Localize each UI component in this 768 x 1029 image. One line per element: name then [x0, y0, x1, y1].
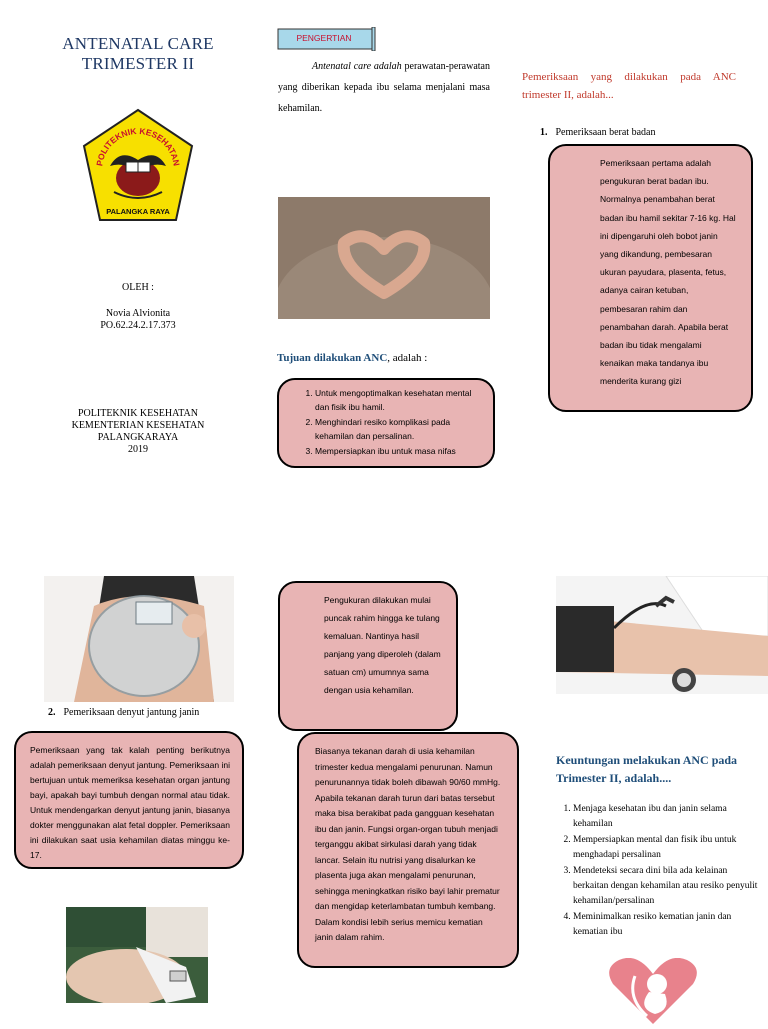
definition-rest: perawatan-perawatan yang diberikan kepada ibu selama menjalani masa kehamilan.: [278, 61, 490, 114]
benefit-item: 4. Meminimalkan resiko kematian janin dan kematian ibu: [573, 910, 759, 939]
exam-heading: Pemeriksaan yang dilakukan pada ANC trimester II, adalah...: [522, 71, 736, 101]
title-line2: TRIMESTER II: [81, 54, 195, 73]
doppler-photo: [66, 907, 208, 1003]
heartbeat-heading: [48, 707, 199, 718]
title-line1: ANTENATAL CARE: [62, 34, 214, 53]
heart-hands-photo: [278, 197, 490, 319]
purpose-item: 1. Untuk mengoptimalkan kesehatan mental dan fisik ibu hamil.: [315, 386, 485, 414]
institution-line2: KEMENTERIAN KESEHATAN: [71, 420, 205, 431]
weight-heading-num: 1.: [540, 127, 548, 138]
heartbeat-text: Pemeriksaan yang tak kalah penting berikutnya adalah pemeriksaan denyut jantung. Pemeriksaan ini bertujuan untuk memeriksa kesehatan organ jantung bayi, apakah bayi tumbuh dengan normal atau tidak. Untuk mendengarkan denyut jantung janin, biasanya dokter menggunakan alat fetal doppler. Pemeriksaan ini dilakukan saat usia kehamilan diatas minggu ke-17.: [30, 745, 230, 860]
benefit-item: 2. Mempersiapkan mental dan fisik ibu untuk menghadapi persalinan: [573, 833, 759, 862]
weight-heading: [540, 127, 655, 138]
weight-heading-text: Pemeriksaan berat badan: [555, 127, 656, 138]
purpose-heading-suffix: , adalah :: [387, 352, 428, 364]
benefit-item: 3. Mendeteksi secara dini bila ada kelainan berkaitan dengan kehamilan atau resiko penyulit kehamilan/persalinan: [573, 864, 759, 908]
heartbeat-heading-text: Pemeriksaan denyut jantung janin: [63, 707, 200, 718]
institution-line3: PALANGKARAYA: [97, 432, 179, 443]
blood-pressure-text: Biasanya tekanan darah di usia kehamilan trimester kedua mengalami penurunan. Namun penurunannya tidak boleh dibawah 90/60 mmHg. Apabila tekanan darah turun dari batas tersebut maka bisa berakibat pada gangguan kesehatan ibu dan janin. Fungsi organ-organ tubuh menjadi terganggu akibat sirkulasi darah yang tidak lancar. Selain itu nutrisi yang disalurkan ke plasenta juga akan mengalami penurunan, sehingga meningkatkan risiko bayi lahir prematur dan mengidap keterlambatan tumbuh kembang. Dalam kondisi lebih serius memicu kematian janin dalam rahim.: [315, 746, 501, 942]
institution-line1: POLITEKNIK KESEHATAN: [77, 408, 199, 419]
by-label: OLEH :: [122, 282, 154, 293]
uterus-measure-box: [278, 581, 458, 731]
benefit-heading: Keuntungan melakukan ANC pada Trimester II, adalah....: [556, 753, 738, 785]
definition-italic: Antenatal care adalah: [312, 61, 402, 72]
heartbeat-box: [14, 731, 244, 869]
author-id: PO.62.24.2.17.373: [100, 320, 176, 331]
blood-pressure-box: [297, 732, 519, 968]
author-name: Novia Alvionita: [105, 308, 171, 319]
logo-top-text: POLITEKNIK KESEHATAN: [94, 125, 182, 167]
definition-paragraph: [278, 56, 490, 119]
purpose-item: 2. Menghindari resiko komplikasi pada kehamilan dan persalinan.: [315, 415, 485, 443]
purpose-heading: [277, 352, 427, 364]
purpose-heading-text: Tujuan dilakukan ANC: [277, 352, 388, 364]
purpose-box: [277, 378, 495, 468]
pengertian-tag: [276, 27, 376, 51]
weighing-scale-photo: [44, 576, 234, 702]
pengertian-label: PENGERTIAN: [296, 33, 352, 43]
poltekkes-logo: [80, 108, 196, 224]
weight-text: Pemeriksaan pertama adalah pengukuran berat badan ibu. Normalnya penambahan berat badan ibu hamil sekitar 7-16 kg. Hal ini dipengaruhi oleh bobot janin yang dikandung, pembesaran ukuran payudara, plasenta, fetus, adanya cairan ketuban, pembesaran rahim dan penambahan darah. Apabila berat badan ibu tidak mengalami kenaikan maka tandanya ibu menderita kurang gizi: [600, 158, 736, 387]
institution-year: 2019: [128, 444, 148, 455]
logo-bottom-text: PALANGKA RAYA: [106, 207, 170, 216]
uterus-measure-text: Pengukuran dilakukan mulai puncak rahim hingga ke tulang kemaluan. Nantinya hasil panjang yang diperoleh (dalam satuan cm) umumnya sama dengan usia kehamilan.: [324, 595, 441, 695]
purpose-list: [285, 386, 485, 458]
institution: [40, 408, 236, 456]
heartbeat-heading-num: 2.: [48, 707, 56, 718]
benefit-list: [556, 802, 759, 939]
purpose-item: 3. Mempersiapkan ibu untuk masa nifas: [315, 444, 485, 458]
weight-box: [548, 144, 753, 412]
fetus-heart-icon: [607, 958, 699, 1024]
brochure-title: [40, 34, 236, 74]
benefit-item: 1. Menjaga kesehatan ibu dan janin selama kehamilan: [573, 802, 759, 831]
blood-pressure-photo: [556, 576, 768, 694]
